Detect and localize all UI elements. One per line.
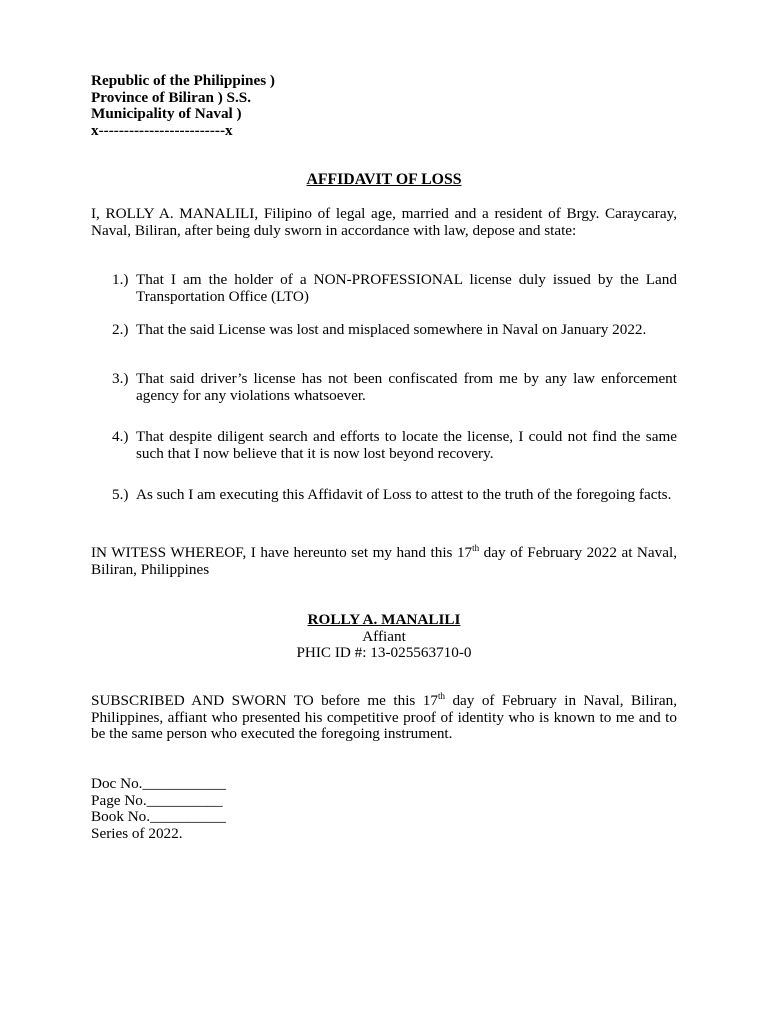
list-item-number: 3.): [112, 370, 129, 387]
witness-paragraph: [91, 542, 677, 578]
affiant-role: Affiant: [362, 627, 406, 645]
venue-header: [91, 73, 677, 139]
notarial-register: [91, 776, 677, 842]
sworn-text-start: SUBSCRIBED AND SWORN TO before me this 17: [91, 692, 438, 709]
witness-text-start: IN WITESS WHEREOF, I have hereunto set my hand this 17: [91, 544, 473, 561]
list-item-text: As such I am executing this Affidavit of Loss to attest to the truth of the foregoing facts.: [136, 486, 672, 503]
list-item-text: That the said License was lost and misplaced somewhere in Naval on January 2022.: [136, 321, 647, 338]
intro-paragraph: I, ROLLY A. MANALILI, Filipino of legal age, married and a resident of Brgy. Caraycaray, Naval, Biliran, after being duly sworn in accordance with law, depose and state:: [91, 205, 677, 239]
sworn-ordinal-suffix: th: [437, 690, 445, 701]
venue-line-divider: x-------------------------x: [91, 121, 233, 139]
venue-line-republic: Republic of the Philippines ): [91, 72, 275, 89]
list-item-text: That I am the holder of a NON-PROFESSIONAL license duly issued by the Land Transportation Office (LTO): [136, 271, 677, 305]
venue-line-province: Province of Biliran ) S.S.: [91, 88, 252, 106]
affiant-name: ROLLY A. MANALILI: [307, 611, 461, 628]
list-item: [112, 429, 677, 462]
witness-text-end: day of February 2022 at Naval, Biliran, Philippines: [91, 544, 677, 578]
affiant-phic-id: PHIC ID #: 13-025563710-0: [296, 644, 472, 661]
list-item-text: That despite diligent search and efforts to locate the license, I could not find the same such that I now believe that it is now lost beyond recovery.: [136, 428, 677, 462]
page-number-line: Page No.__________: [91, 791, 223, 809]
list-item: [112, 322, 677, 339]
list-item-number: 4.): [112, 428, 129, 445]
document-title: AFFIDAVIT OF LOSS: [306, 171, 462, 188]
list-item-number: 5.): [112, 486, 129, 503]
sworn-paragraph: [91, 690, 677, 743]
doc-number-line: Doc No.___________: [91, 775, 226, 792]
list-item: [112, 371, 677, 404]
list-item-text: That said driver’s license has not been confiscated from me by any law enforcement agency for any violations whatsoever.: [136, 370, 677, 404]
list-item-number: 2.): [112, 321, 129, 338]
series-line: Series of 2022.: [91, 824, 183, 842]
book-number-line: Book No.__________: [91, 808, 227, 825]
sworn-text-end: day of February in Naval, Biliran, Philippines, affiant who presented his competitive proof of identity who is known to me and to be the same person who executed the foregoing instrument.: [91, 692, 677, 742]
affiant-block: [91, 612, 677, 662]
list-item-number: 1.): [112, 271, 129, 288]
list-item: [112, 487, 677, 504]
witness-ordinal-suffix: th: [472, 542, 480, 553]
document-title-wrap: [91, 172, 677, 189]
list-item: [112, 272, 677, 305]
venue-line-municipality: Municipality of Naval ): [91, 105, 242, 122]
